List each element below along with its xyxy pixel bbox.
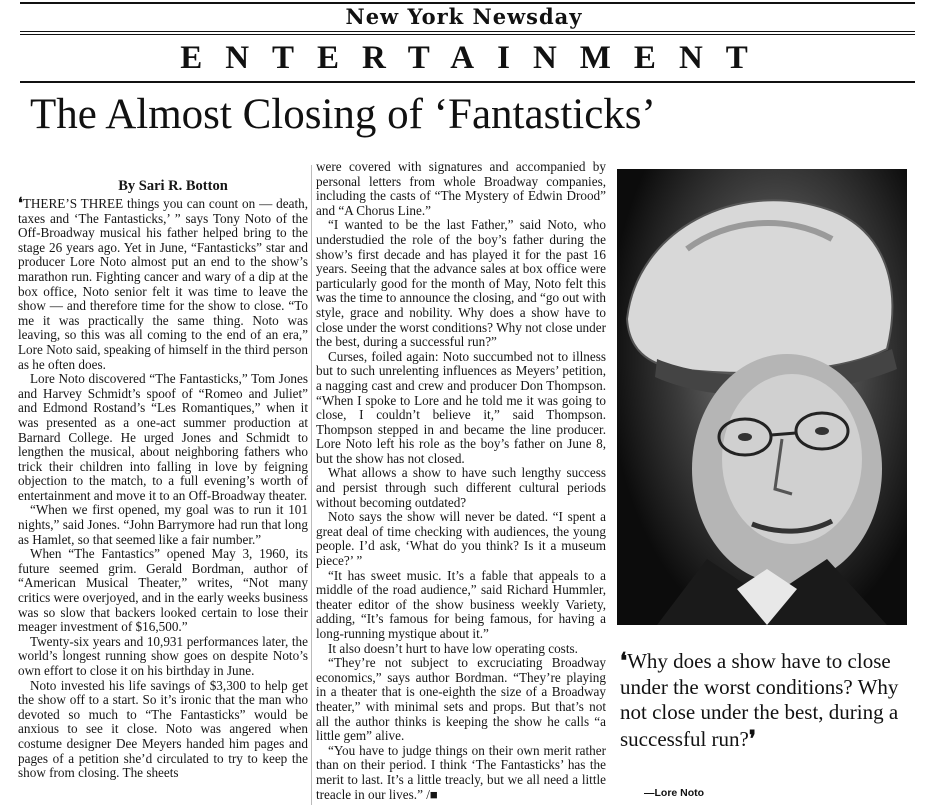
article-paragraph: Curses, foiled again: Noto succumbed not to illness but to such unrelenting influences as Meyers’ petition, a nagging cast and crew and producer Don Thompson. “When I spoke to Lore and he told me it was going to close, I couldn’t believe it,” said Thompson. Thompson stepped in and became the line producer. Lore Noto left his role as the boy’s father on June 8, but the show has not closed. (316, 348, 606, 466)
pull-quote-attribution: —Lore Noto (644, 787, 705, 799)
paragraph-text: things you can count on — death, taxes and ‘The Fantasticks,’ ” says Tony Noto of the Off-Broadway musical his father helped bring to the stage 26 years ago. Yet in June, “Fantasticks” star and producer Lore Noto almost put an end to the show’s marathon run. Fighting cancer and wary of a dip at the box office, Noto senior felt it was time to leave the show — and therefore time for the show to close. “To me it was practically the same thing. Noto was leaving, so this was all coming to the end of an era,” Lore Noto said, speaking of himself in the third person as he often does. (18, 196, 308, 372)
article-paragraph: It also doesn’t hurt to have low operating costs. (328, 640, 578, 656)
lead-in: THERE’S THREE (22, 196, 124, 211)
article-paragraph: When “The Fantastics” opened May 3, 1960, its future seemed grim. Gerald Bordman, author of “American Musical Theater,” writes, “Not many critics were overjoyed, and in the early weeks business was so slow that backers looked certain to lose their meager investment of $16,500.” (18, 546, 308, 635)
article-paragraph: “They’re not subject to excruciating Broadway economics,” says author Bordman. “They’re playing in a theater that is one-eighth the size of a Broadway theater,” with minimal sets and props. But that’s not all the author thinks is keeping the show he calls “a little gem” alive. (316, 655, 606, 744)
article-paragraph: Noto invested his life savings of $3,300 to help get the show off to a start. So it’s ironic that the man who devoted so much to “The Fantasticks” would be anxious to see it close. Noto was angered when costume designer Dee Meyers handed him pages and pages of a petition she’d circulated to try to keep the show from closing. The sheets (18, 677, 308, 781)
masthead-rule (20, 31, 915, 32)
article-column-2 (316, 160, 606, 807)
portrait-illustration (617, 169, 907, 625)
open-quote-mark: ❛ (620, 648, 628, 673)
article-paragraph: were covered with signatures and accompanied by personal letters from whole Broadway companies, including the casts of “The Mystery of Edwin Drood” and “A Chorus Line.” (316, 160, 606, 218)
article-paragraph: “I wanted to be the last Father,” said Noto, who understudied the role of the boy’s father during the show’s first decade and has played it for the past 16 years. Seeing that the advance sales at box office were particularly good for the month of May, Noto felt this was the time to announce the closing, and “go out with style, grace and nobility. Why does a show have to close under the worst conditions? Why not close under the best, during a successful run?” (316, 217, 606, 350)
article-paragraph (18, 197, 308, 372)
masthead-rule (20, 34, 915, 35)
article-paragraph: Twenty-six years and 10,931 performances later, the world’s longest running show goes on despite Noto’s own effort to close it on his birthday in June. (18, 633, 308, 678)
article-paragraph: Noto says the show will never be dated. “I spent a great deal of time checking with audiences, the young people. I’d ask, ‘What do you think? Is it a museum piece?’ ” (316, 509, 606, 569)
pull-quote-text: Why does a show have to close under the worst conditions? Why not close under the best, during a successful run? (620, 649, 899, 751)
article-headline: The Almost Closing of ‘Fantasticks’ (30, 91, 656, 138)
article-column-1 (18, 178, 308, 807)
article-paragraph: “It has sweet music. It’s a fable that appeals to a middle of the road audience,” said Richard Hummler, theater editor of the show business weekly Variety, adding, “It’s famous for being famous, for having a long-running mystique about it.” (316, 567, 606, 641)
article-paragraph: Lore Noto discovered “The Fantasticks,” Tom Jones and Harvey Schmidt’s spoof of “Romeo and Juliet” and Edmond Rostand’s “Les Romantiques,” when it was presented as a one-act summer production at Barnard College. He urged Jones and Schmidt to lengthen the musical, about neighboring fathers who trick their children into falling in love by feigning objection to the match, to a full evening’s worth of entertainment and move it to an Off-Broadway theater. (18, 371, 308, 503)
article-paragraph: “You have to judge things on their own merit rather than on their period. I think ‘The Fantasticks’ has the merit to last. It’s a little treacly, but we all need a little treacle in our lives.” /■ (316, 742, 606, 802)
newspaper-name: New York Newsday (345, 4, 583, 29)
byline: By Sari R. Botton (118, 178, 228, 194)
open-quote-mark: ❛ (18, 196, 23, 212)
portrait-photo (617, 169, 907, 625)
close-quote-mark: ❜ (748, 725, 756, 751)
pull-quote (620, 648, 910, 752)
section-rule (20, 81, 915, 83)
column-divider (311, 165, 312, 805)
article-paragraph: What allows a show to have such lengthy success and persist through such different cultural periods without becoming outdated? (316, 465, 606, 510)
section-title: ENTERTAINMENT (180, 40, 771, 76)
article-paragraph: “When we first opened, my goal was to run it 101 nights,” said Jones. “John Barrymore had run that long as Hamlet, so that seemed like a fair number.” (18, 502, 308, 547)
